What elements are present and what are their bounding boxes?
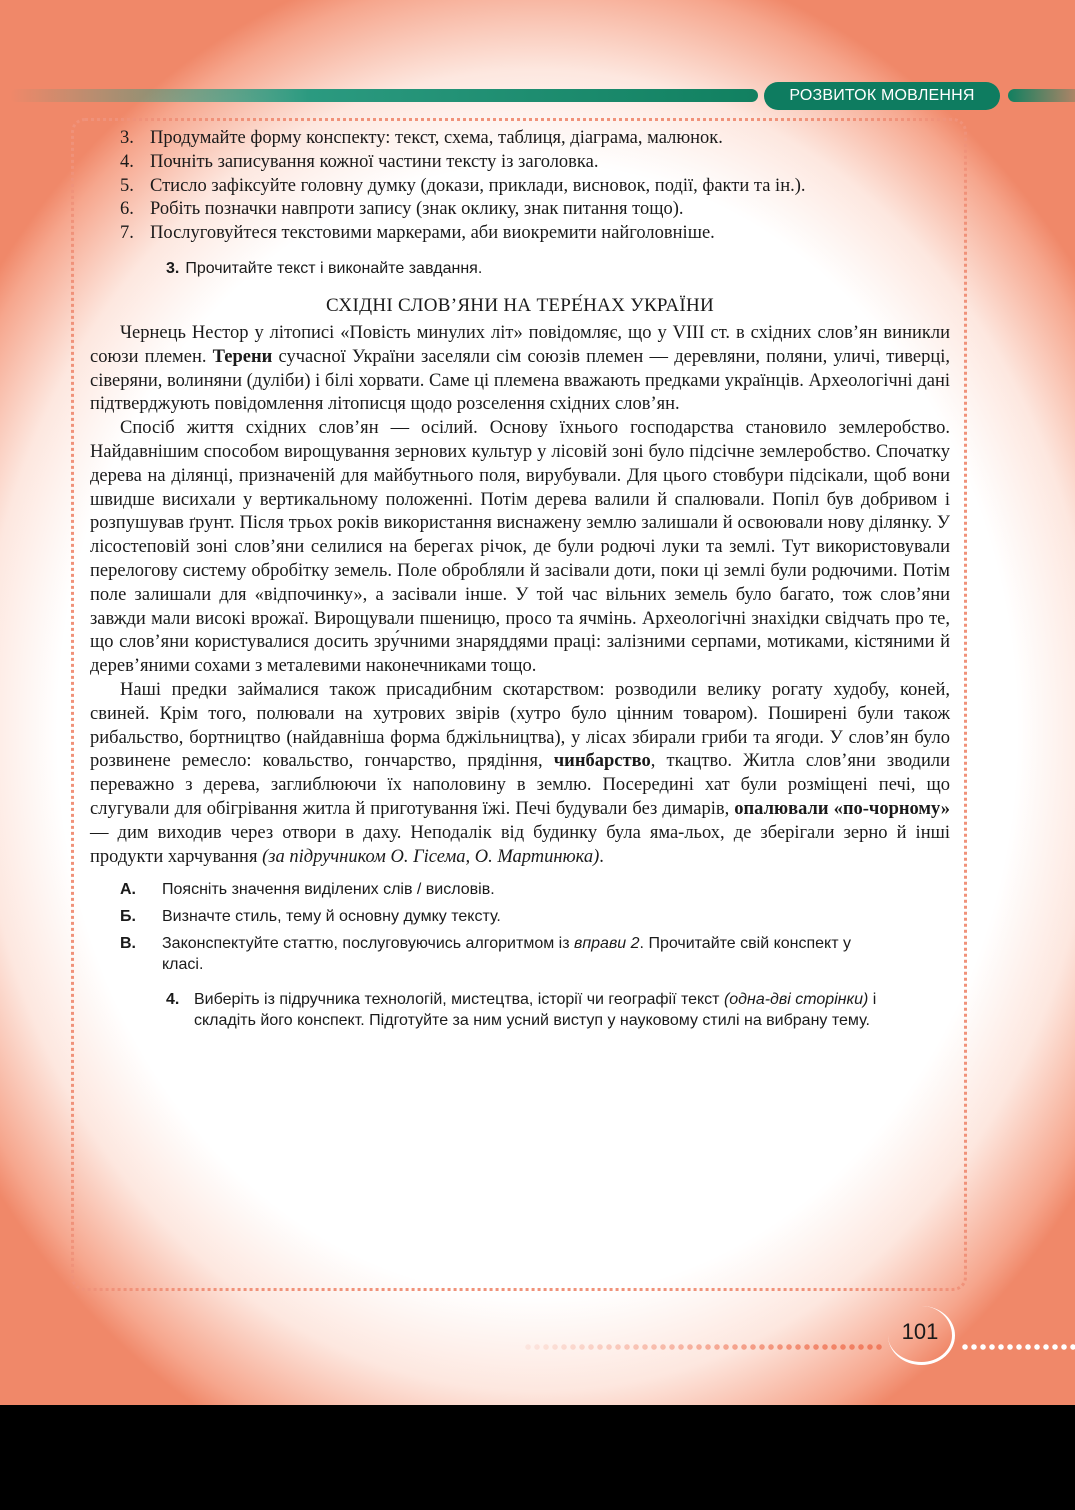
task-item: [90, 906, 950, 927]
list-item: [90, 127, 950, 151]
highlighted-word: чинбарство: [553, 751, 651, 772]
text-run: . Прочитайте свій конспект у класі.: [162, 935, 851, 974]
task-label: Б.: [120, 908, 136, 926]
list-item: [90, 198, 950, 222]
text-run: Виберіть із підручника технологій, мистецтва, історії чи географії текст: [194, 991, 724, 1009]
step-text: Послуговуйтеся текстовими маркерами, аби виокремити найголовніше.: [150, 223, 715, 244]
step-number: 5.: [120, 175, 134, 196]
highlighted-phrase: опалювали «по-чорному»: [734, 798, 950, 819]
step-number: 6.: [120, 199, 134, 220]
exercise-4: [166, 989, 950, 1031]
text-run: і складіть його конспект. Підготуйте за ним усний виступ у науковому стилі на вибрану тему.: [194, 991, 877, 1030]
exercise-3-tasks: [90, 879, 950, 975]
text-run: — дим виходив через отвори в даху. Неподалік від будинку була яма-льох, де зберігали зерно й інші продукти харчування: [90, 822, 950, 867]
paragraph-1: [90, 322, 950, 417]
exercise-number: 3.: [166, 259, 180, 277]
list-item: [90, 222, 950, 246]
exercise-text: Прочитайте текст і виконайте завдання.: [185, 259, 483, 277]
text-run: Чернець Нестор у літописі «Повість минулих літ» повідомляє, що у VIII ст. в східних слов’ян виникли союзи племен.: [90, 322, 950, 367]
algorithm-steps: [90, 127, 950, 246]
paragraph-2: Спосіб життя східних слов’ян — осілий. Основу їхнього господарства становило землеробство. Найдавнішим способом вирощування зернових культур у лісовій зоні було підсічне землеробство. Спочатку дерева на ділянці, призначеній для майбутнього поля, вирубували. Для цього стовбури підсікали, щоб вони швидше висихали у вертикальному положенні. Потім дерева валили й спалювали. Попіл був добривом і розпушував ґрунт. Після трьох років використання виснажену землю залишали й освоювали нову ділянку. У лісостеповій зоні слов’яни селилися на берегах річок, де були родючі луки та землі. Тут використовували перелогову систему обробітку земель. Поле обробляли й засівали доти, поки ці землі були родючими. Потім поле залишали для «відпочинку», а засівали інше. У той час вільних земель було багато, тож слов’яни завжди мали високі врожаї. Вирощували пшеницю, просо та ячмінь. Археологічні знахідки свідчать про те, що слов’яни користувалися досить зру́чними знаряддями праці: залізними серпами, мотиками, кістяними й дерев’яними сохами з металевими наконечниками тощо.: [90, 418, 950, 677]
task-text: Поясніть значення виділених слів / висловів.: [162, 881, 495, 899]
task-text: Визначте стиль, тему й основну думку тексту.: [162, 908, 501, 926]
highlighted-word: Терени: [212, 346, 273, 367]
header-band-line: [10, 89, 758, 102]
text-run: Наші предки займалися також присадибним скотарством: розводили велику рогату худобу, коней, свиней. Крім того, полювали на хутрових звірів (хутро було цінним товаром). Поширені були також рибальство, бортництво (найдавніша форма бджільництва), у лісах збирали гриби та ягоди. У слов’ян було розвинене ремесло: ковальство, гончарство, прядіння,: [90, 679, 950, 772]
text-run: сучасної України заселяли сім союзів племен — деревляни, поляни, уличі, тиверці, сіверяни, волиняни (дуліби) і білі хорвати. Саме ці племена вважають предками українців. Археологічні дані підтверджують повідомлення літописця щодо розселення східних слов’ян.: [90, 346, 951, 415]
text-run: , ткацтво. Житла слов’яни зводили переважно з дерева, заглиблюючи їх наполовину в землю. Посередині хат були розміщені печі, що слугували для обігрівання житла й приготування їжі. Печі будували без димарів,: [90, 751, 950, 819]
task-item: [90, 879, 950, 900]
exercise-number: 4.: [166, 991, 180, 1009]
step-number: 4.: [120, 151, 134, 172]
page-content: [90, 127, 950, 1031]
text-title: СХІДНІ СЛОВ’ЯНИ НА ТЕРЕ́НАХ УКРАЇНИ: [325, 294, 715, 316]
text-run: Законспектуйте статтю, послуговуючись алгоритмом із: [162, 935, 574, 953]
list-item: [90, 175, 950, 199]
step-number: 7.: [120, 223, 134, 244]
task-label: А.: [120, 881, 136, 899]
task-item: [90, 933, 950, 975]
page-number: 101: [888, 1306, 955, 1365]
header-band-stub: [1008, 89, 1075, 102]
exercise-text: [194, 989, 884, 1031]
section-label: РОЗВИТОК МОВЛЕННЯ: [764, 82, 1000, 110]
task-text: [162, 933, 872, 975]
step-text: Почніть записування кожної частини тексту із заголовка.: [150, 151, 599, 172]
text-run-italic: (одна-дві сторінки): [723, 991, 869, 1009]
task-label: В.: [120, 935, 136, 953]
source-citation: (за підручником О. Гісема, О. Мартинюка): [262, 846, 600, 867]
list-item: [90, 151, 950, 175]
step-text: Робіть позначки навпроти запису (знак оклику, знак питання тощо).: [150, 199, 684, 220]
step-number: 3.: [120, 128, 134, 148]
step-text: Продумайте форму конспекту: текст, схема, таблиця, діаграма, малюнок.: [150, 128, 723, 148]
text-run: .: [599, 846, 604, 867]
exercise-3-instruction: [166, 258, 950, 279]
step-text: Стисло зафіксуйте головну думку (докази, приклади, висновок, події, факти та ін.).: [150, 175, 806, 196]
footer-dots-right: [962, 1344, 1075, 1350]
paragraph-3: [90, 679, 950, 869]
exercise-reference: вправи 2: [574, 935, 640, 953]
footer-dots-left: [525, 1344, 885, 1350]
